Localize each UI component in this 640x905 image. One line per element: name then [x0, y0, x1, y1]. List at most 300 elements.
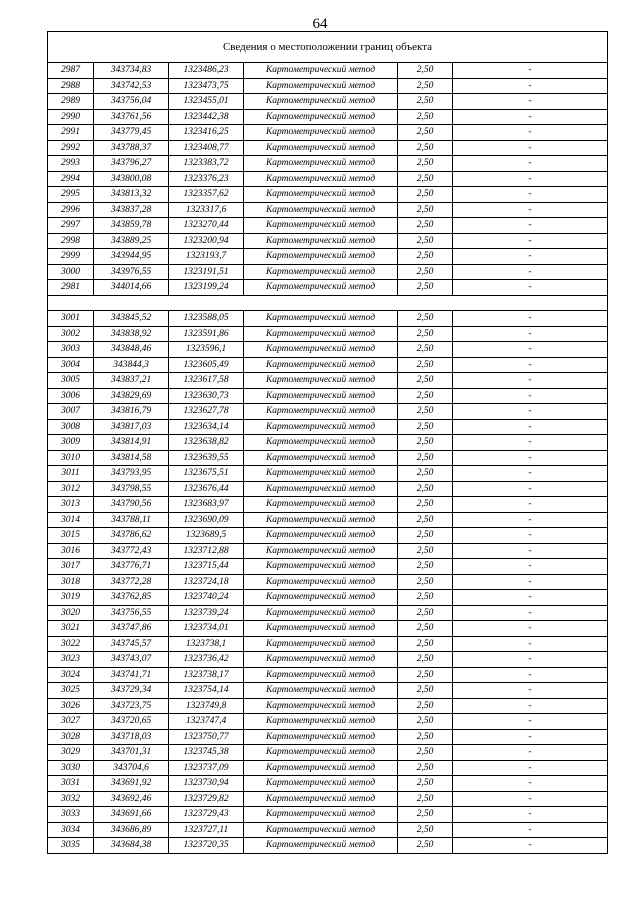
description-cell: -: [453, 807, 608, 823]
method-cell: Картометрический метод: [244, 249, 398, 265]
table-row: [48, 218, 608, 234]
group-separator-row: [48, 295, 608, 311]
y-coordinate-cell: 1323193,7: [169, 249, 244, 265]
table-row: [48, 311, 608, 327]
description-cell: -: [453, 481, 608, 497]
y-coordinate-cell: 1323739,24: [169, 605, 244, 621]
accuracy-cell: 2,50: [398, 652, 453, 668]
accuracy-cell: 2,50: [398, 543, 453, 559]
description-cell: -: [453, 574, 608, 590]
point-number-cell: 3029: [48, 745, 94, 761]
y-coordinate-cell: 1323357,62: [169, 187, 244, 203]
y-coordinate-cell: 1323736,42: [169, 652, 244, 668]
x-coordinate-cell: 343814,58: [94, 450, 169, 466]
point-number-cell: 3027: [48, 714, 94, 730]
x-coordinate-cell: 343816,79: [94, 404, 169, 420]
x-coordinate-cell: 343786,62: [94, 528, 169, 544]
y-coordinate-cell: 1323724,18: [169, 574, 244, 590]
method-cell: Картометрический метод: [244, 543, 398, 559]
accuracy-cell: 2,50: [398, 481, 453, 497]
point-number-cell: 2988: [48, 78, 94, 94]
accuracy-cell: 2,50: [398, 838, 453, 854]
table-row: [48, 125, 608, 141]
table-row: [48, 822, 608, 838]
description-cell: -: [453, 512, 608, 528]
accuracy-cell: 2,50: [398, 760, 453, 776]
method-cell: Картометрический метод: [244, 373, 398, 389]
x-coordinate-cell: 343800,08: [94, 171, 169, 187]
point-number-cell: 2996: [48, 202, 94, 218]
x-coordinate-cell: 343944,95: [94, 249, 169, 265]
y-coordinate-cell: 1323596,1: [169, 342, 244, 358]
accuracy-cell: 2,50: [398, 466, 453, 482]
point-number-cell: 3004: [48, 357, 94, 373]
y-coordinate-cell: 1323747,4: [169, 714, 244, 730]
description-cell: -: [453, 497, 608, 513]
method-cell: Картометрический метод: [244, 605, 398, 621]
method-cell: Картометрический метод: [244, 497, 398, 513]
y-coordinate-cell: 1323270,44: [169, 218, 244, 234]
point-number-cell: 3000: [48, 264, 94, 280]
accuracy-cell: 2,50: [398, 528, 453, 544]
x-coordinate-cell: 343720,65: [94, 714, 169, 730]
accuracy-cell: 2,50: [398, 78, 453, 94]
table-row: [48, 388, 608, 404]
y-coordinate-cell: 1323627,78: [169, 404, 244, 420]
method-cell: Картометрический метод: [244, 760, 398, 776]
x-coordinate-cell: 343844,3: [94, 357, 169, 373]
description-cell: -: [453, 156, 608, 172]
method-cell: Картометрический метод: [244, 745, 398, 761]
accuracy-cell: 2,50: [398, 109, 453, 125]
x-coordinate-cell: 343788,11: [94, 512, 169, 528]
y-coordinate-cell: 1323749,8: [169, 698, 244, 714]
point-number-cell: 3033: [48, 807, 94, 823]
table-row: [48, 605, 608, 621]
x-coordinate-cell: 343817,03: [94, 419, 169, 435]
point-number-cell: 3034: [48, 822, 94, 838]
point-number-cell: 3018: [48, 574, 94, 590]
y-coordinate-cell: 1323376,23: [169, 171, 244, 187]
accuracy-cell: 2,50: [398, 94, 453, 110]
y-coordinate-cell: 1323442,38: [169, 109, 244, 125]
description-cell: -: [453, 838, 608, 854]
description-cell: -: [453, 466, 608, 482]
x-coordinate-cell: 343845,52: [94, 311, 169, 327]
x-coordinate-cell: 343793,95: [94, 466, 169, 482]
method-cell: Картометрический метод: [244, 419, 398, 435]
table-row: [48, 652, 608, 668]
point-number-cell: 3025: [48, 683, 94, 699]
table-row: [48, 481, 608, 497]
y-coordinate-cell: 1323750,77: [169, 729, 244, 745]
table-row: [48, 94, 608, 110]
description-cell: -: [453, 605, 608, 621]
method-cell: Картометрический метод: [244, 776, 398, 792]
y-coordinate-cell: 1323734,01: [169, 621, 244, 637]
table-row: [48, 435, 608, 451]
description-cell: -: [453, 218, 608, 234]
point-number-cell: 3022: [48, 636, 94, 652]
x-coordinate-cell: 343813,32: [94, 187, 169, 203]
description-cell: -: [453, 667, 608, 683]
method-cell: Картометрический метод: [244, 187, 398, 203]
x-coordinate-cell: 343745,57: [94, 636, 169, 652]
y-coordinate-cell: 1323738,1: [169, 636, 244, 652]
x-coordinate-cell: 343691,66: [94, 807, 169, 823]
method-cell: Картометрический метод: [244, 683, 398, 699]
point-number-cell: 3012: [48, 481, 94, 497]
accuracy-cell: 2,50: [398, 822, 453, 838]
y-coordinate-cell: 1323455,01: [169, 94, 244, 110]
accuracy-cell: 2,50: [398, 698, 453, 714]
accuracy-cell: 2,50: [398, 342, 453, 358]
y-coordinate-cell: 1323473,75: [169, 78, 244, 94]
point-number-cell: 2989: [48, 94, 94, 110]
method-cell: Картометрический метод: [244, 698, 398, 714]
accuracy-cell: 2,50: [398, 497, 453, 513]
table-row: [48, 497, 608, 513]
description-cell: -: [453, 450, 608, 466]
y-coordinate-cell: 1323675,51: [169, 466, 244, 482]
point-number-cell: 2997: [48, 218, 94, 234]
table-row: [48, 419, 608, 435]
accuracy-cell: 2,50: [398, 636, 453, 652]
description-cell: -: [453, 760, 608, 776]
y-coordinate-cell: 1323727,11: [169, 822, 244, 838]
method-cell: Картометрический метод: [244, 326, 398, 342]
x-coordinate-cell: 343729,34: [94, 683, 169, 699]
accuracy-cell: 2,50: [398, 683, 453, 699]
y-coordinate-cell: 1323745,38: [169, 745, 244, 761]
accuracy-cell: 2,50: [398, 807, 453, 823]
y-coordinate-cell: 1323591,86: [169, 326, 244, 342]
table-row: [48, 342, 608, 358]
point-number-cell: 3020: [48, 605, 94, 621]
method-cell: Картометрический метод: [244, 652, 398, 668]
accuracy-cell: 2,50: [398, 791, 453, 807]
accuracy-cell: 2,50: [398, 357, 453, 373]
table-row: [48, 249, 608, 265]
x-coordinate-cell: 343889,25: [94, 233, 169, 249]
x-coordinate-cell: 343837,28: [94, 202, 169, 218]
method-cell: Картометрический метод: [244, 94, 398, 110]
table-title: Сведения о местоположении границ объекта: [48, 32, 608, 63]
method-cell: Картометрический метод: [244, 171, 398, 187]
description-cell: -: [453, 636, 608, 652]
method-cell: Картометрический метод: [244, 125, 398, 141]
table-row: [48, 404, 608, 420]
point-number-cell: 3017: [48, 559, 94, 575]
y-coordinate-cell: 1323689,5: [169, 528, 244, 544]
y-coordinate-cell: 1323588,05: [169, 311, 244, 327]
method-cell: Картометрический метод: [244, 218, 398, 234]
method-cell: Картометрический метод: [244, 466, 398, 482]
table-row: [48, 63, 608, 79]
description-cell: -: [453, 745, 608, 761]
method-cell: Картометрический метод: [244, 559, 398, 575]
method-cell: Картометрический метод: [244, 590, 398, 606]
point-number-cell: 3024: [48, 667, 94, 683]
accuracy-cell: 2,50: [398, 388, 453, 404]
table-row: [48, 373, 608, 389]
y-coordinate-cell: 1323720,35: [169, 838, 244, 854]
point-number-cell: 3001: [48, 311, 94, 327]
accuracy-cell: 2,50: [398, 404, 453, 420]
description-cell: -: [453, 63, 608, 79]
y-coordinate-cell: 1323191,51: [169, 264, 244, 280]
method-cell: Картометрический метод: [244, 109, 398, 125]
point-number-cell: 2993: [48, 156, 94, 172]
method-cell: Картометрический метод: [244, 140, 398, 156]
y-coordinate-cell: 1323754,14: [169, 683, 244, 699]
point-number-cell: 2992: [48, 140, 94, 156]
table-row: [48, 729, 608, 745]
x-coordinate-cell: 343814,91: [94, 435, 169, 451]
description-cell: -: [453, 357, 608, 373]
method-cell: Картометрический метод: [244, 714, 398, 730]
x-coordinate-cell: 343788,37: [94, 140, 169, 156]
y-coordinate-cell: 1323605,49: [169, 357, 244, 373]
boundary-points-table: [47, 31, 608, 854]
x-coordinate-cell: 343790,56: [94, 497, 169, 513]
method-cell: Картометрический метод: [244, 450, 398, 466]
table-row: [48, 450, 608, 466]
y-coordinate-cell: 1323200,94: [169, 233, 244, 249]
description-cell: -: [453, 233, 608, 249]
description-cell: -: [453, 140, 608, 156]
accuracy-cell: 2,50: [398, 264, 453, 280]
y-coordinate-cell: 1323630,73: [169, 388, 244, 404]
description-cell: -: [453, 109, 608, 125]
description-cell: -: [453, 729, 608, 745]
y-coordinate-cell: 1323617,58: [169, 373, 244, 389]
y-coordinate-cell: 1323690,09: [169, 512, 244, 528]
description-cell: -: [453, 404, 608, 420]
point-number-cell: 2981: [48, 280, 94, 296]
table-row: [48, 233, 608, 249]
table-row: [48, 326, 608, 342]
method-cell: Картометрический метод: [244, 667, 398, 683]
method-cell: Картометрический метод: [244, 621, 398, 637]
method-cell: Картометрический метод: [244, 264, 398, 280]
description-cell: -: [453, 714, 608, 730]
y-coordinate-cell: 1323715,44: [169, 559, 244, 575]
point-number-cell: 2995: [48, 187, 94, 203]
description-cell: -: [453, 698, 608, 714]
table-row: [48, 187, 608, 203]
table-row: [48, 714, 608, 730]
x-coordinate-cell: 343686,89: [94, 822, 169, 838]
point-number-cell: 3028: [48, 729, 94, 745]
method-cell: Картометрический метод: [244, 838, 398, 854]
y-coordinate-cell: 1323408,77: [169, 140, 244, 156]
point-number-cell: 3005: [48, 373, 94, 389]
y-coordinate-cell: 1323738,17: [169, 667, 244, 683]
point-number-cell: 3035: [48, 838, 94, 854]
x-coordinate-cell: 343796,27: [94, 156, 169, 172]
x-coordinate-cell: 343756,04: [94, 94, 169, 110]
table-row: [48, 528, 608, 544]
table-row: [48, 745, 608, 761]
table-row: [48, 807, 608, 823]
y-coordinate-cell: 1323634,14: [169, 419, 244, 435]
x-coordinate-cell: 343859,78: [94, 218, 169, 234]
x-coordinate-cell: 343772,43: [94, 543, 169, 559]
page-number: 64: [312, 16, 328, 32]
method-cell: Картометрический метод: [244, 481, 398, 497]
x-coordinate-cell: 343837,21: [94, 373, 169, 389]
accuracy-cell: 2,50: [398, 280, 453, 296]
point-number-cell: 2999: [48, 249, 94, 265]
point-number-cell: 3008: [48, 419, 94, 435]
method-cell: Картометрический метод: [244, 233, 398, 249]
y-coordinate-cell: 1323639,55: [169, 450, 244, 466]
method-cell: Картометрический метод: [244, 63, 398, 79]
accuracy-cell: 2,50: [398, 605, 453, 621]
description-cell: -: [453, 776, 608, 792]
x-coordinate-cell: 343762,85: [94, 590, 169, 606]
description-cell: -: [453, 683, 608, 699]
description-cell: -: [453, 326, 608, 342]
x-coordinate-cell: 343734,83: [94, 63, 169, 79]
point-number-cell: 2990: [48, 109, 94, 125]
method-cell: Картометрический метод: [244, 280, 398, 296]
y-coordinate-cell: 1323638,82: [169, 435, 244, 451]
y-coordinate-cell: 1323712,88: [169, 543, 244, 559]
x-coordinate-cell: 343747,86: [94, 621, 169, 637]
method-cell: Картометрический метод: [244, 791, 398, 807]
method-cell: Картометрический метод: [244, 156, 398, 172]
accuracy-cell: 2,50: [398, 714, 453, 730]
y-coordinate-cell: 1323737,09: [169, 760, 244, 776]
method-cell: Картометрический метод: [244, 512, 398, 528]
x-coordinate-cell: 343718,03: [94, 729, 169, 745]
point-number-cell: 3007: [48, 404, 94, 420]
y-coordinate-cell: 1323416,25: [169, 125, 244, 141]
x-coordinate-cell: 343761,56: [94, 109, 169, 125]
point-number-cell: 3003: [48, 342, 94, 358]
description-cell: -: [453, 528, 608, 544]
x-coordinate-cell: 343704,6: [94, 760, 169, 776]
table-row: [48, 264, 608, 280]
point-number-cell: 3021: [48, 621, 94, 637]
point-number-cell: 3013: [48, 497, 94, 513]
description-cell: -: [453, 822, 608, 838]
method-cell: Картометрический метод: [244, 388, 398, 404]
table-row: [48, 667, 608, 683]
point-number-cell: 2994: [48, 171, 94, 187]
method-cell: Картометрический метод: [244, 807, 398, 823]
accuracy-cell: 2,50: [398, 621, 453, 637]
x-coordinate-cell: 343776,71: [94, 559, 169, 575]
x-coordinate-cell: 343692,46: [94, 791, 169, 807]
x-coordinate-cell: 343779,45: [94, 125, 169, 141]
y-coordinate-cell: 1323730,94: [169, 776, 244, 792]
accuracy-cell: 2,50: [398, 776, 453, 792]
accuracy-cell: 2,50: [398, 249, 453, 265]
method-cell: Картометрический метод: [244, 404, 398, 420]
x-coordinate-cell: 343756,55: [94, 605, 169, 621]
accuracy-cell: 2,50: [398, 202, 453, 218]
point-number-cell: 3030: [48, 760, 94, 776]
y-coordinate-cell: 1323486,23: [169, 63, 244, 79]
point-number-cell: 3023: [48, 652, 94, 668]
accuracy-cell: 2,50: [398, 156, 453, 172]
description-cell: -: [453, 249, 608, 265]
x-coordinate-cell: 343684,38: [94, 838, 169, 854]
table-row: [48, 202, 608, 218]
accuracy-cell: 2,50: [398, 233, 453, 249]
description-cell: -: [453, 171, 608, 187]
table-row: [48, 357, 608, 373]
description-cell: -: [453, 202, 608, 218]
point-number-cell: 3031: [48, 776, 94, 792]
accuracy-cell: 2,50: [398, 125, 453, 141]
table-row: [48, 636, 608, 652]
accuracy-cell: 2,50: [398, 745, 453, 761]
y-coordinate-cell: 1323383,72: [169, 156, 244, 172]
x-coordinate-cell: 343691,92: [94, 776, 169, 792]
method-cell: Картометрический метод: [244, 729, 398, 745]
x-coordinate-cell: 343848,46: [94, 342, 169, 358]
x-coordinate-cell: 343838,92: [94, 326, 169, 342]
accuracy-cell: 2,50: [398, 326, 453, 342]
table-row: [48, 140, 608, 156]
accuracy-cell: 2,50: [398, 419, 453, 435]
accuracy-cell: 2,50: [398, 373, 453, 389]
description-cell: -: [453, 342, 608, 358]
point-number-cell: 3016: [48, 543, 94, 559]
table-row: [48, 590, 608, 606]
x-coordinate-cell: 343829,69: [94, 388, 169, 404]
table-row: [48, 543, 608, 559]
point-number-cell: 2998: [48, 233, 94, 249]
group-separator-cell: [48, 295, 608, 311]
description-cell: -: [453, 280, 608, 296]
description-cell: -: [453, 94, 608, 110]
method-cell: Картометрический метод: [244, 636, 398, 652]
point-number-cell: 3015: [48, 528, 94, 544]
y-coordinate-cell: 1323676,44: [169, 481, 244, 497]
table-row: [48, 760, 608, 776]
table-row: [48, 156, 608, 172]
description-cell: -: [453, 559, 608, 575]
point-number-cell: 2991: [48, 125, 94, 141]
method-cell: Картометрический метод: [244, 528, 398, 544]
accuracy-cell: 2,50: [398, 435, 453, 451]
table-row: [48, 683, 608, 699]
accuracy-cell: 2,50: [398, 171, 453, 187]
accuracy-cell: 2,50: [398, 590, 453, 606]
y-coordinate-cell: 1323740,24: [169, 590, 244, 606]
description-cell: -: [453, 311, 608, 327]
accuracy-cell: 2,50: [398, 729, 453, 745]
table-row: [48, 171, 608, 187]
accuracy-cell: 2,50: [398, 559, 453, 575]
table-row: [48, 838, 608, 854]
table-row: [48, 559, 608, 575]
x-coordinate-cell: 343741,71: [94, 667, 169, 683]
x-coordinate-cell: 343701,31: [94, 745, 169, 761]
description-cell: -: [453, 652, 608, 668]
point-number-cell: 3011: [48, 466, 94, 482]
x-coordinate-cell: 343772,28: [94, 574, 169, 590]
y-coordinate-cell: 1323683,97: [169, 497, 244, 513]
table-row: [48, 512, 608, 528]
accuracy-cell: 2,50: [398, 187, 453, 203]
x-coordinate-cell: 343743,07: [94, 652, 169, 668]
